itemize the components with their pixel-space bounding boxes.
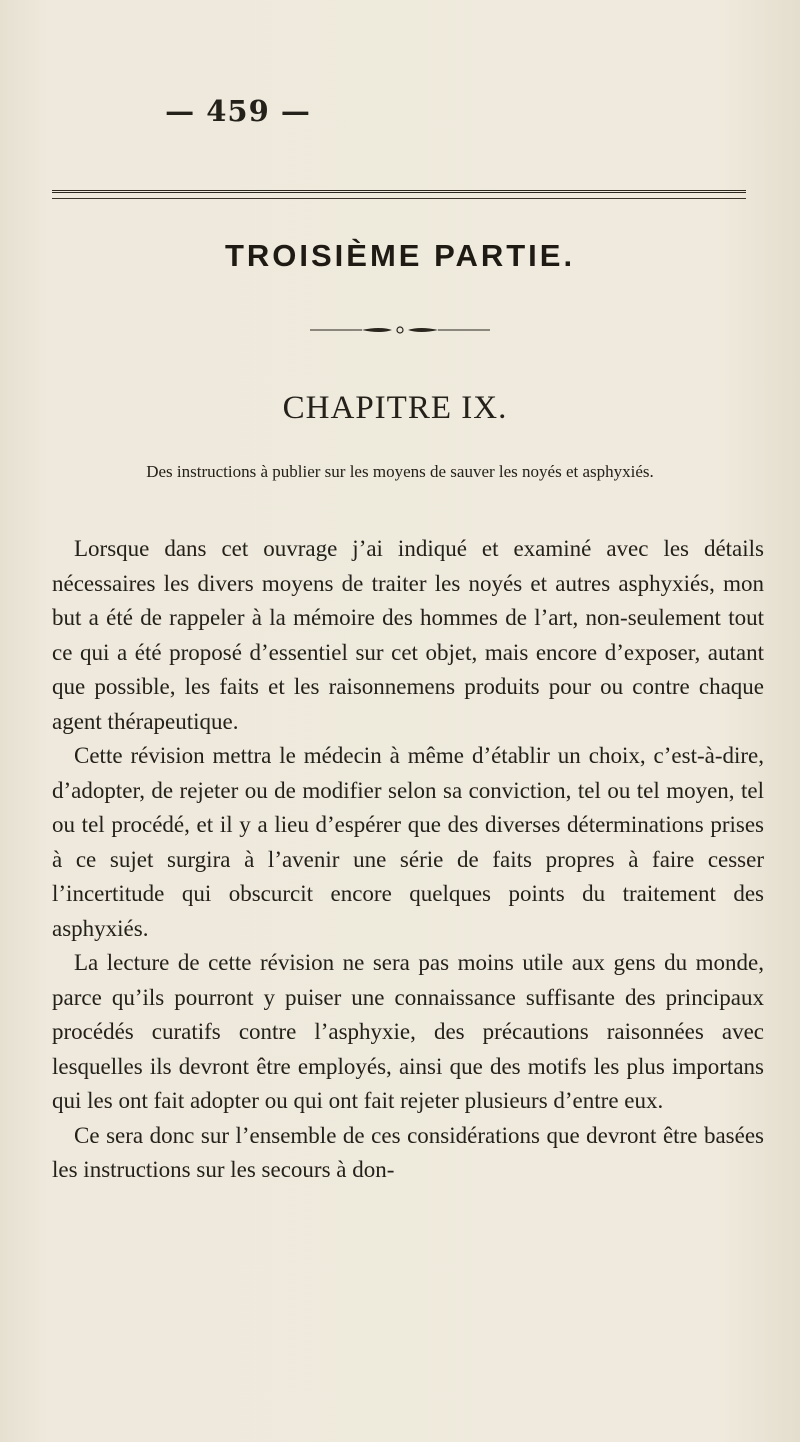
body-text <box>52 532 764 1188</box>
chapter-summary: Des instructions à publier sur les moyens de sauver les noyés et asphyxiés. <box>146 462 654 481</box>
paragraph: La lecture de cette révision ne sera pas moins utile aux gens du monde, parce qu’ils pourront y puiser une connaissance suffisante des principaux procédés curatifs contre l’asphyxie, des précautions raisonnées avec lesquelles ils devront être employés, ainsi que des motifs les plus importans qui les ont fait adopter ou qui ont fait rejeter plusieurs d’entre eux. <box>52 950 764 1113</box>
page-number: — 459 — <box>165 94 311 128</box>
header-double-rule <box>52 190 746 193</box>
part-title: TROISIÈME PARTIE. <box>224 238 576 273</box>
chapter-title: CHAPITRE IX. <box>282 390 508 426</box>
header-thin-rule <box>52 198 746 199</box>
ornament-divider-icon <box>310 325 490 335</box>
paragraph: Ce sera donc sur l’ensemble de ces considérations que devront être basées les instructions sur les secours à don- <box>52 1122 764 1182</box>
paragraph: Cette révision mettra le médecin à même d’établir un choix, c’est-à-dire, d’adopter, de rejeter ou de modifier selon sa conviction, tel ou tel moyen, tel ou tel procédé, et il y a lieu d’espérer que des diverses déterminations prises à ce sujet surgira à l’avenir une série de faits propres à faire cesser l’incertitude qui obscurcit encore quelques points du traitement des asphyxiés. <box>52 743 764 941</box>
paragraph: Lorsque dans cet ouvrage j’ai indiqué et examiné avec les détails nécessaires les divers moyens de traiter les noyés et autres asphyxiés, mon but a été de rappeler à la mémoire des hommes de l’art, non-seulement tout ce qui a été proposé d’essentiel sur cet objet, mais encore d’exposer, autant que possible, les faits et les raisonnemens produits pour ou contre chaque agent thérapeutique. <box>52 536 764 734</box>
